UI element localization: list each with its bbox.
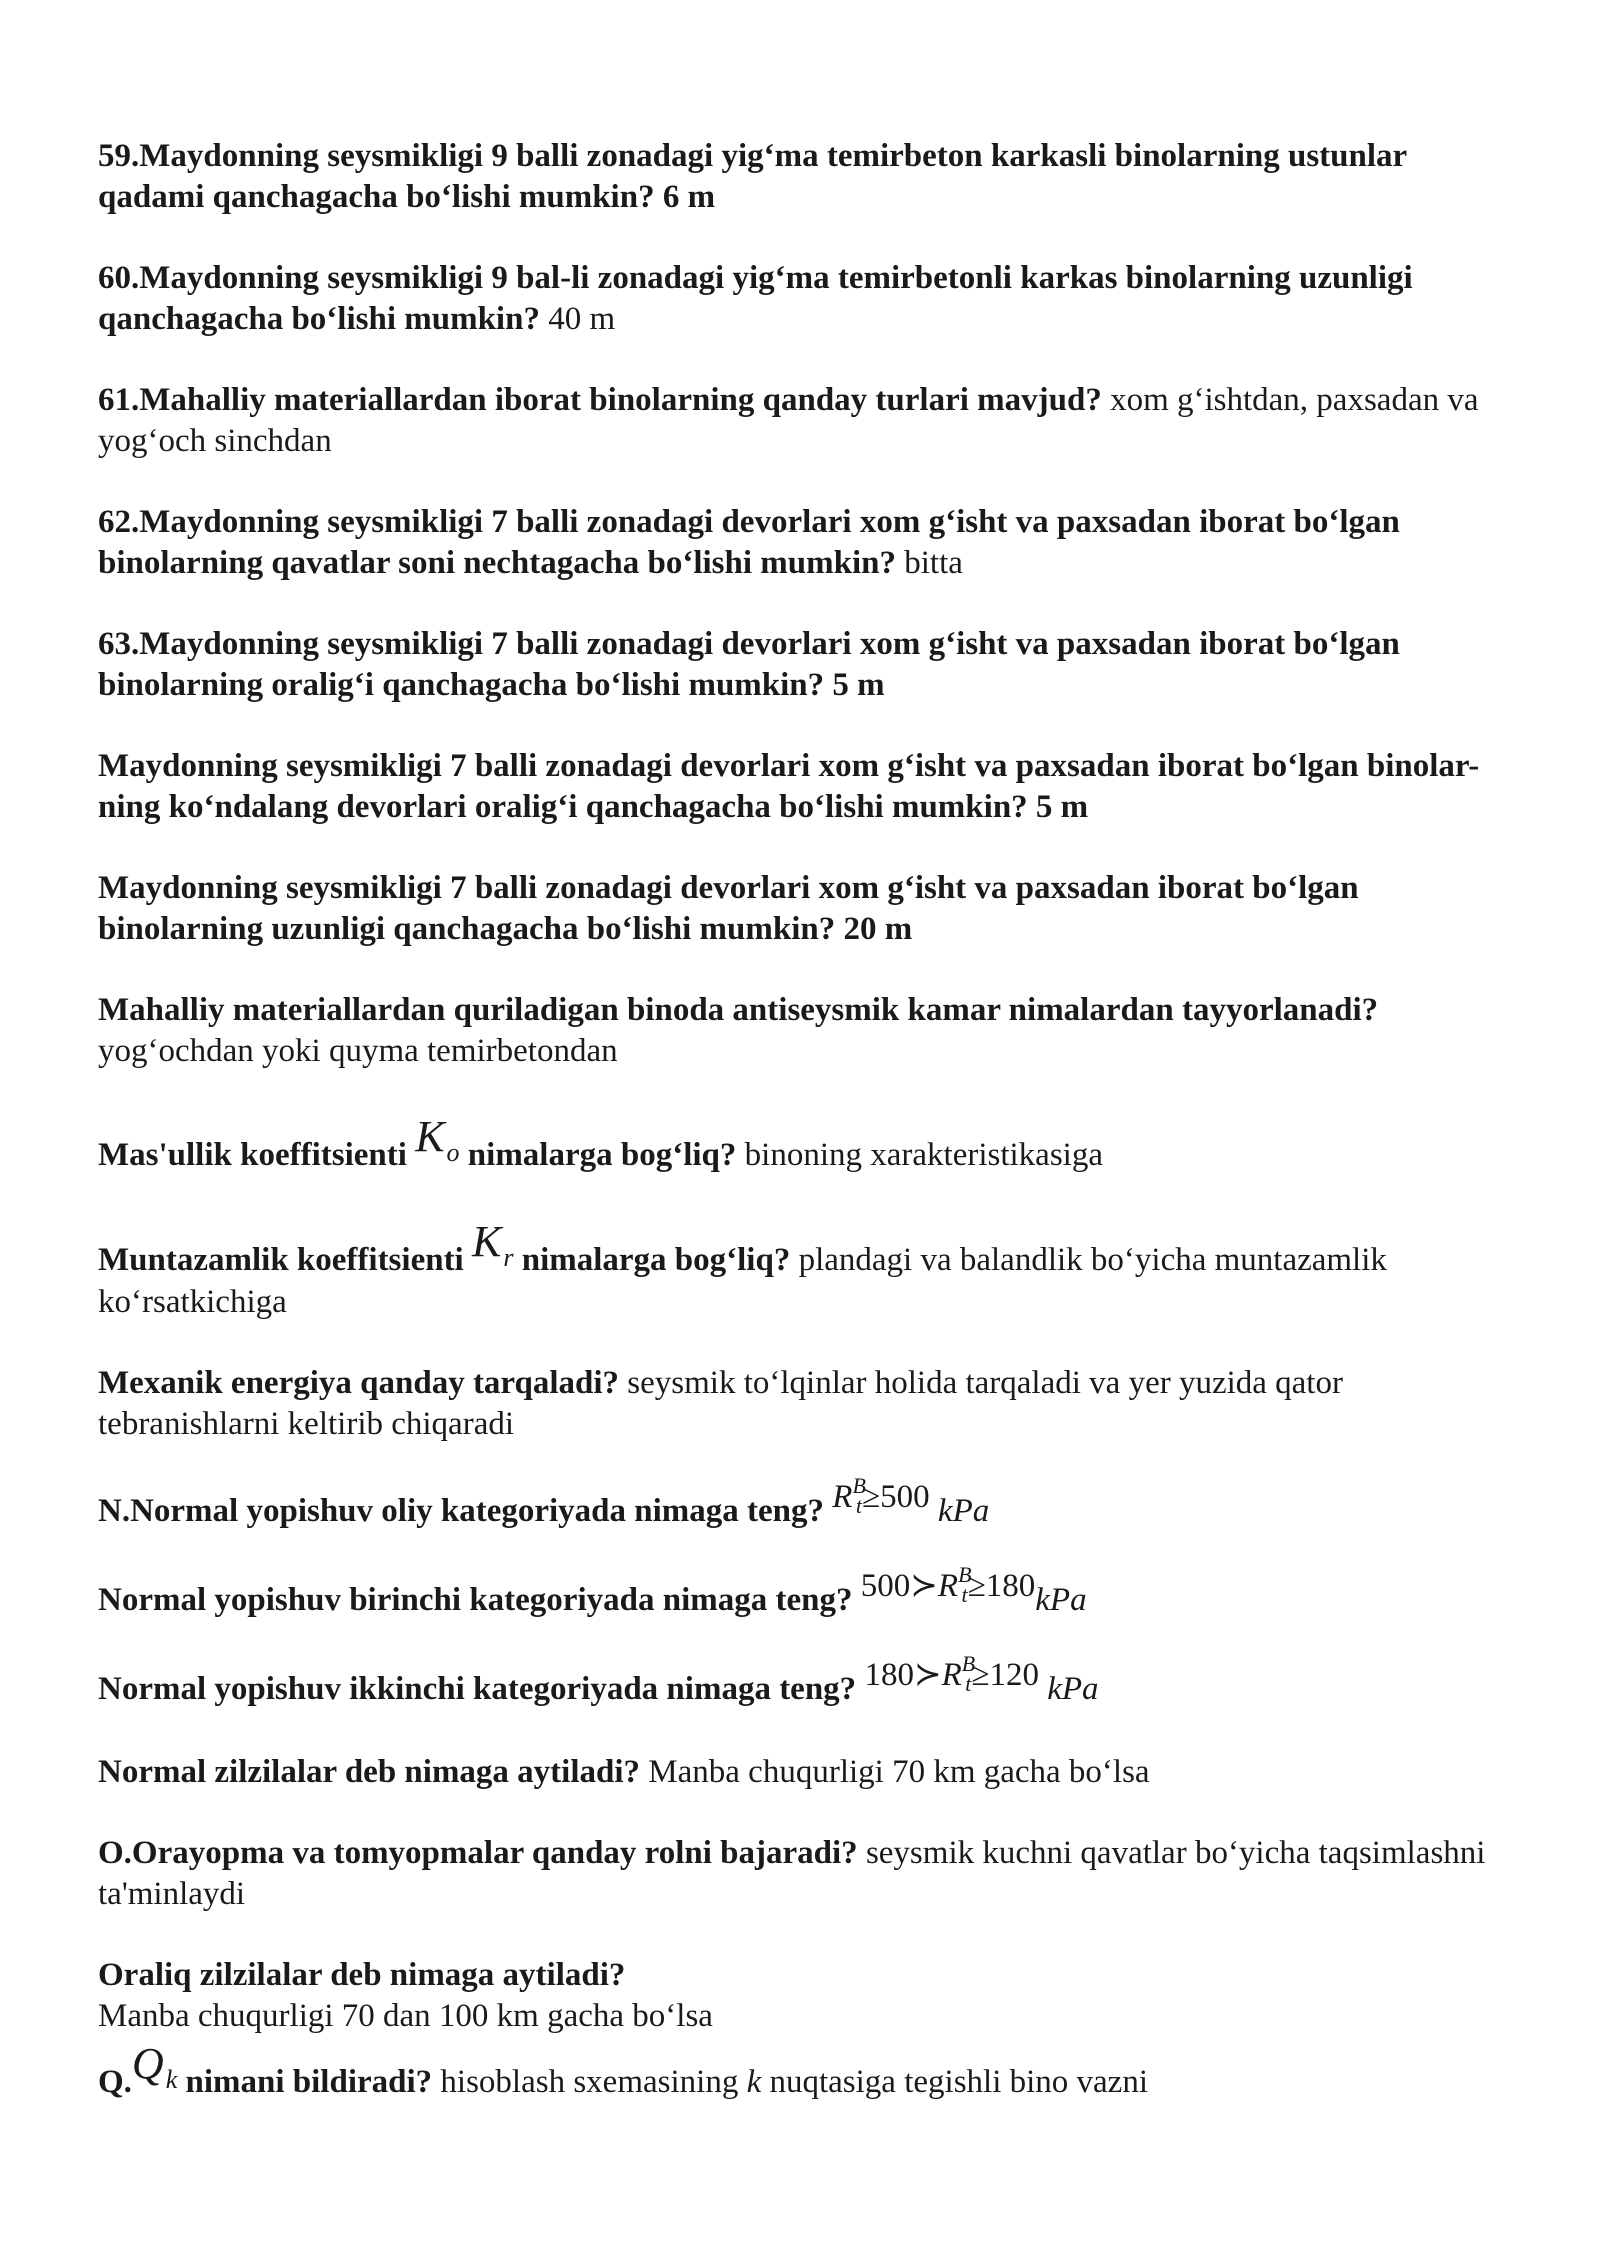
question-text-end: nimani bildiradi? — [177, 2064, 433, 2100]
question-n-second — [98, 1651, 1518, 1712]
question-text: O.Orayopma va tomyopmalar qanday rolni bajaradi? — [98, 1835, 858, 1871]
question-n-first — [98, 1562, 1518, 1623]
question-text-end: nimalarga bog‘liq? — [513, 1242, 791, 1278]
answer-text: plandagi va balandlik bo‘yicha muntazamlik ko‘rsatkichiga — [98, 1242, 1387, 1320]
formula-sub: t — [855, 1493, 863, 1518]
formula-sup: B — [961, 1651, 976, 1676]
answer-text: hisoblash sxemasining — [432, 2064, 747, 2100]
formula-right: ≥500 — [862, 1479, 930, 1515]
question-text: 62.Maydonning seysmikligi 7 balli zonadagi devorlari xom g‘isht va paxsadan iborat bo‘lgan binolarning qavatlar soni nechtagacha bo‘lishi mumkin? — [98, 504, 1400, 581]
formula-n3 — [864, 1651, 1039, 1696]
ko-symbol-main: K — [415, 1112, 445, 1161]
question-text: N.Normal yopishuv oliy kategoriyada nimaga teng? — [98, 1493, 825, 1529]
formula-sub: t — [961, 1582, 968, 1607]
formula-right: ≥180 — [967, 1568, 1036, 1604]
question-text: 60.Maydonning seysmikligi 9 bal-li zonadagi yig‘ma temirbetonli karkas binolarning uzunligi qanchagacha bo‘lishi mumkin? — [98, 260, 1413, 337]
question-text: 61.Mahalliy materiallardan iborat binolarning qanday turlari mavjud? — [98, 382, 1102, 418]
question-antiseismic-belt — [98, 990, 1518, 1072]
unit: kPa — [1047, 1671, 1099, 1707]
qk-symbol — [131, 2039, 178, 2100]
formula-left: 180≻ — [864, 1657, 942, 1693]
question-floors-role — [98, 1833, 1518, 1915]
question-text: Maydonning seysmikligi 7 balli zonadagi devorlari xom g‘isht va paxsadan iborat bo‘lgan binolarning uzunligi qanchagacha bo‘lishi mumkin? 20 m — [98, 870, 1359, 947]
answer-text-end: nuqtasiga tegishli bino vazni — [761, 2064, 1149, 2100]
answer-text: 40 m — [539, 301, 616, 337]
ko-symbol-sub: o — [446, 1138, 460, 1167]
question-qk — [98, 2039, 1518, 2104]
question-text: Mahalliy materiallardan quriladigan binoda antiseysmik kamar nimalardan tayyorlanadi? — [98, 992, 1379, 1028]
answer-text: seysmik kuchni qavatlar bo‘yicha taqsimlashni ta'minlaydi — [98, 1835, 1486, 1912]
question-60 — [98, 258, 1518, 340]
answer-text: seysmik to‘lqinlar holida tarqaladi va yer yuzida qator tebranishlarni keltirib chiqaradi — [98, 1365, 1343, 1442]
question-text: Mas'ullik koeffitsienti — [98, 1137, 407, 1173]
answer-text: bitta — [895, 545, 963, 581]
formula-r: R — [832, 1479, 853, 1515]
question-text: Normal yopishuv ikkinchi kategoriyada nimaga teng? — [98, 1671, 857, 1707]
question-text: 63.Maydonning seysmikligi 7 balli zonadagi devorlari xom g‘isht va paxsadan iborat bo‘lgan binolarning oralig‘i qanchagacha bo‘lishi mumkin? 5 m — [98, 626, 1400, 703]
formula-right: ≥120 — [971, 1657, 1039, 1693]
formula-left: 500≻ — [860, 1568, 938, 1604]
answer-italic: k — [746, 2064, 762, 2100]
answer-text: binoning xarakteristikasiga — [736, 1137, 1103, 1173]
answer-text: Manba chuqurligi 70 dan 100 km gacha bo‘lsa — [98, 1998, 713, 2034]
question-ko — [98, 1112, 1518, 1177]
kr-symbol-sub: r — [503, 1243, 514, 1272]
qk-symbol-sub: k — [165, 2065, 178, 2094]
document-page — [98, 136, 1518, 2144]
question-intermediate-earthquakes — [98, 1955, 1518, 2037]
question-text: Maydonning seysmikligi 7 balli zonadagi devorlari xom g‘isht va paxsadan iborat bo‘lgan binolar-ning ko‘ndalang devorlari oralig‘i qanchagacha bo‘lishi mumkin? 5 m — [98, 748, 1480, 825]
formula-sub: t — [965, 1671, 972, 1696]
question-62 — [98, 502, 1518, 584]
question-text: Normal yopishuv birinchi kategoriyada nimaga teng? — [98, 1582, 853, 1618]
formula-r: R — [941, 1657, 962, 1693]
question-text: Muntazamlik koeffitsienti — [98, 1242, 464, 1278]
kr-symbol-main: K — [471, 1217, 502, 1266]
question-mechanical-energy — [98, 1363, 1518, 1445]
question-text: Q. — [98, 2064, 132, 2100]
question-text: Oraliq zilzilalar deb nimaga aytiladi? — [98, 1957, 626, 1993]
question-normal-earthquakes — [98, 1752, 1518, 1793]
unit: kPa — [1035, 1582, 1087, 1618]
unit: kPa — [937, 1493, 990, 1529]
question-61 — [98, 380, 1518, 462]
formula-r: R — [937, 1568, 959, 1604]
question-transverse-walls — [98, 746, 1518, 828]
formula-sup: B — [958, 1562, 972, 1587]
question-text: 59.Maydonning seysmikligi 9 balli zonadagi yig‘ma temirbeton karkasli binolarning ustunlar qadami qanchagacha bo‘lishi mumkin? 6 m — [98, 138, 1407, 215]
answer-text: xom g‘ishtdan, paxsadan va yog‘och sinchdan — [98, 382, 1479, 459]
question-building-length — [98, 868, 1518, 950]
ko-symbol — [415, 1112, 460, 1173]
question-n-highest — [98, 1473, 1518, 1534]
question-59 — [98, 136, 1518, 218]
question-kr — [98, 1217, 1518, 1323]
question-text: Normal zilzilalar deb nimaga aytiladi? — [98, 1754, 641, 1790]
formula-n1 — [832, 1473, 930, 1518]
answer-text: yog‘ochdan yoki quyma temirbetondan — [98, 1033, 618, 1069]
answer-text: Manba chuqurligi 70 km gacha bo‘lsa — [640, 1754, 1150, 1790]
qk-symbol-main: Q — [131, 2039, 164, 2088]
question-text-end: nimalarga bog‘liq? — [459, 1137, 737, 1173]
formula-n2 — [860, 1562, 1036, 1607]
question-63 — [98, 624, 1518, 706]
question-text: Mexanik energiya qanday tarqaladi? — [98, 1365, 620, 1401]
kr-symbol — [471, 1217, 514, 1278]
formula-sup: B — [852, 1473, 866, 1498]
